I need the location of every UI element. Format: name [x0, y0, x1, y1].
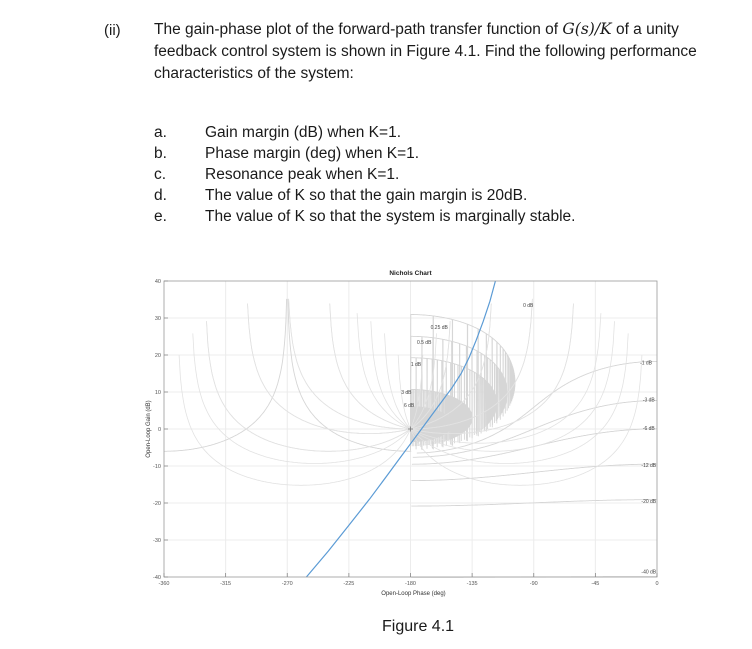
item-label: d.	[154, 187, 167, 204]
y-tick-label: -30	[153, 538, 161, 544]
x-tick-label: -45	[591, 581, 600, 587]
contour-label: -12 dB	[641, 463, 657, 470]
x-tick-label: 0	[655, 581, 659, 587]
y-tick-label: -40	[153, 575, 161, 581]
item-label: b.	[154, 145, 167, 162]
contour-label: 0.5 dB	[416, 339, 432, 346]
item-text: The value of K so that the system is marginally stable.	[205, 208, 576, 225]
item-text: The value of K so that the gain margin is 20dB.	[205, 187, 528, 204]
x-axis-label: Open-Loop Phase (deg)	[381, 591, 446, 597]
item-text: Resonance peak when K=1.	[205, 166, 400, 183]
contour-label: 3 dB	[401, 389, 412, 396]
contour-label: 1 dB	[410, 362, 422, 369]
item-label: e.	[154, 208, 167, 225]
x-tick-label: -135	[466, 581, 478, 587]
item-label: c.	[154, 166, 167, 183]
contour-label: 6 dB	[403, 402, 415, 409]
y-axis-label: Open-Loop Gain (dB)	[146, 400, 152, 458]
y-tick-label: 10	[154, 390, 161, 396]
contour-label: -6 dB	[642, 426, 655, 433]
y-tick-label: 30	[154, 316, 161, 322]
x-tick-label: -270	[281, 581, 293, 587]
question-text-pre: The gain-phase plot of the forward-path transfer function of	[154, 21, 563, 38]
contour-label: 0 dB	[523, 302, 534, 309]
contour-label: 0.25 dB	[430, 325, 448, 332]
x-tick-label: -90	[529, 581, 538, 587]
chart-title: Nichols Chart	[389, 270, 432, 277]
x-tick-label: -360	[158, 581, 170, 587]
y-tick-label: 20	[154, 353, 161, 359]
question-text-post: of a unity feedback control system is shown in Figure 4.1. Find the following performance characteristics of the system:	[154, 21, 697, 82]
y-tick-label: -20	[153, 501, 161, 507]
question-number: (ii)	[104, 22, 121, 39]
contour-label: -3 dB	[642, 397, 655, 404]
item-text: Phase margin (deg) when K=1.	[205, 145, 420, 162]
y-tick-label: 0	[157, 427, 161, 433]
x-tick-label: -225	[343, 581, 355, 587]
contour-label: -1 dB	[640, 360, 653, 367]
figure-caption: Figure 4.1	[382, 618, 455, 635]
item-label: a.	[154, 124, 167, 141]
x-tick-label: -180	[404, 581, 417, 587]
y-tick-label: 40	[154, 279, 161, 285]
x-tick-label: -315	[220, 581, 232, 587]
item-text: Gain margin (dB) when K=1.	[205, 124, 401, 141]
transfer-function-math: G(s)/K	[562, 20, 612, 38]
y-tick-label: -10	[153, 464, 161, 470]
contour-label: -40 dB	[641, 569, 657, 576]
contour-label: -20 dB	[641, 499, 657, 505]
